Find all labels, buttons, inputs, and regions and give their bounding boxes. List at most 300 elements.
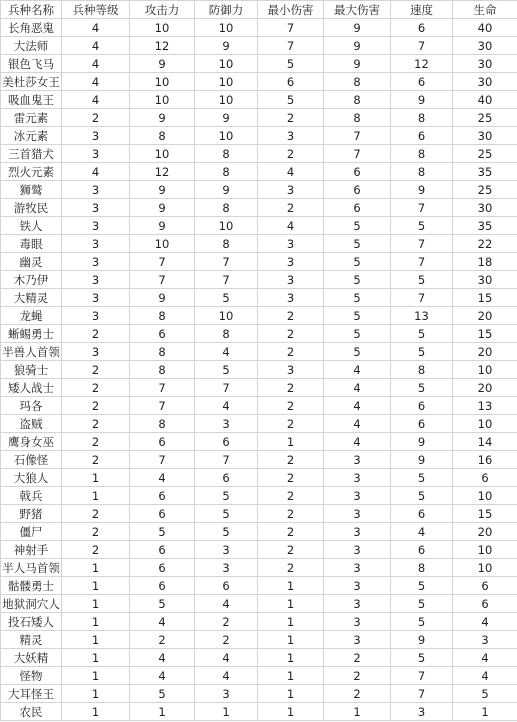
cell-speed[interactable]: 8 xyxy=(391,109,453,127)
cell-attack[interactable]: 6 xyxy=(130,505,195,523)
cell-defense[interactable]: 10 xyxy=(195,91,258,109)
cell-speed[interactable]: 7 xyxy=(391,235,453,253)
cell-health[interactable]: 5 xyxy=(453,685,517,703)
cell-max-damage[interactable]: 5 xyxy=(324,253,391,271)
cell-unit-name[interactable]: 大妖精 xyxy=(1,649,62,667)
cell-speed[interactable]: 7 xyxy=(391,289,453,307)
cell-unit-name[interactable]: 骷髅勇士 xyxy=(1,577,62,595)
cell-attack[interactable]: 6 xyxy=(130,559,195,577)
cell-min-damage[interactable]: 2 xyxy=(258,307,324,325)
cell-min-damage[interactable]: 1 xyxy=(258,667,324,685)
cell-defense[interactable]: 8 xyxy=(195,199,258,217)
cell-attack[interactable]: 6 xyxy=(130,487,195,505)
cell-defense[interactable]: 6 xyxy=(195,433,258,451)
cell-unit-name[interactable]: 吸血鬼王 xyxy=(1,91,62,109)
cell-speed[interactable]: 5 xyxy=(391,649,453,667)
cell-defense[interactable]: 5 xyxy=(195,361,258,379)
cell-attack[interactable]: 7 xyxy=(130,253,195,271)
cell-defense[interactable]: 9 xyxy=(195,109,258,127)
cell-max-damage[interactable]: 5 xyxy=(324,235,391,253)
cell-speed[interactable]: 5 xyxy=(391,379,453,397)
cell-max-damage[interactable]: 3 xyxy=(324,577,391,595)
cell-max-damage[interactable]: 7 xyxy=(324,145,391,163)
cell-defense[interactable]: 3 xyxy=(195,559,258,577)
cell-unit-name[interactable]: 鹰身女巫 xyxy=(1,433,62,451)
cell-min-damage[interactable]: 1 xyxy=(258,577,324,595)
cell-attack[interactable]: 9 xyxy=(130,199,195,217)
cell-health[interactable]: 10 xyxy=(453,415,517,433)
cell-attack[interactable]: 9 xyxy=(130,217,195,235)
cell-unit-level[interactable]: 1 xyxy=(62,685,130,703)
cell-unit-level[interactable]: 3 xyxy=(62,253,130,271)
cell-attack[interactable]: 6 xyxy=(130,433,195,451)
cell-min-damage[interactable]: 1 xyxy=(258,613,324,631)
cell-min-damage[interactable]: 2 xyxy=(258,559,324,577)
cell-unit-name[interactable]: 毒眼 xyxy=(1,235,62,253)
cell-health[interactable]: 10 xyxy=(453,541,517,559)
cell-unit-level[interactable]: 3 xyxy=(62,145,130,163)
cell-health[interactable]: 25 xyxy=(453,145,517,163)
cell-attack[interactable]: 10 xyxy=(130,235,195,253)
cell-speed[interactable]: 5 xyxy=(391,595,453,613)
cell-speed[interactable]: 8 xyxy=(391,559,453,577)
cell-min-damage[interactable]: 1 xyxy=(258,685,324,703)
cell-attack[interactable]: 12 xyxy=(130,163,195,181)
cell-attack[interactable]: 6 xyxy=(130,541,195,559)
cell-defense[interactable]: 3 xyxy=(195,685,258,703)
cell-defense[interactable]: 10 xyxy=(195,19,258,37)
cell-unit-level[interactable]: 4 xyxy=(62,55,130,73)
cell-unit-level[interactable]: 4 xyxy=(62,91,130,109)
cell-defense[interactable]: 8 xyxy=(195,163,258,181)
cell-min-damage[interactable]: 2 xyxy=(258,379,324,397)
cell-speed[interactable]: 4 xyxy=(391,523,453,541)
cell-min-damage[interactable]: 2 xyxy=(258,523,324,541)
cell-unit-level[interactable]: 2 xyxy=(62,433,130,451)
cell-min-damage[interactable]: 3 xyxy=(258,181,324,199)
cell-health[interactable]: 20 xyxy=(453,379,517,397)
cell-unit-name[interactable]: 大精灵 xyxy=(1,289,62,307)
cell-health[interactable]: 4 xyxy=(453,667,517,685)
cell-attack[interactable]: 2 xyxy=(130,631,195,649)
cell-unit-level[interactable]: 1 xyxy=(62,469,130,487)
cell-defense[interactable]: 4 xyxy=(195,595,258,613)
cell-health[interactable]: 1 xyxy=(453,703,517,721)
header-attack[interactable]: 攻击力 xyxy=(130,1,195,19)
cell-max-damage[interactable]: 3 xyxy=(324,631,391,649)
cell-max-damage[interactable]: 1 xyxy=(324,703,391,721)
cell-health[interactable]: 15 xyxy=(453,289,517,307)
cell-defense[interactable]: 7 xyxy=(195,271,258,289)
cell-health[interactable]: 6 xyxy=(453,577,517,595)
cell-unit-name[interactable]: 蜥蜴勇士 xyxy=(1,325,62,343)
cell-max-damage[interactable]: 3 xyxy=(324,559,391,577)
cell-unit-level[interactable]: 3 xyxy=(62,343,130,361)
cell-unit-name[interactable]: 玛各 xyxy=(1,397,62,415)
cell-unit-level[interactable]: 3 xyxy=(62,289,130,307)
cell-unit-level[interactable]: 2 xyxy=(62,505,130,523)
cell-health[interactable]: 4 xyxy=(453,649,517,667)
cell-unit-name[interactable]: 盗贼 xyxy=(1,415,62,433)
cell-unit-level[interactable]: 3 xyxy=(62,217,130,235)
cell-attack[interactable]: 10 xyxy=(130,91,195,109)
cell-health[interactable]: 15 xyxy=(453,505,517,523)
cell-min-damage[interactable]: 2 xyxy=(258,325,324,343)
cell-min-damage[interactable]: 6 xyxy=(258,73,324,91)
cell-min-damage[interactable]: 2 xyxy=(258,397,324,415)
cell-health[interactable]: 25 xyxy=(453,181,517,199)
cell-speed[interactable]: 5 xyxy=(391,613,453,631)
cell-min-damage[interactable]: 1 xyxy=(258,595,324,613)
cell-attack[interactable]: 8 xyxy=(130,343,195,361)
cell-unit-name[interactable]: 幽灵 xyxy=(1,253,62,271)
cell-unit-name[interactable]: 铁人 xyxy=(1,217,62,235)
cell-health[interactable]: 10 xyxy=(453,487,517,505)
cell-defense[interactable]: 9 xyxy=(195,181,258,199)
cell-unit-name[interactable]: 戟兵 xyxy=(1,487,62,505)
cell-speed[interactable]: 6 xyxy=(391,505,453,523)
cell-speed[interactable]: 9 xyxy=(391,433,453,451)
cell-health[interactable]: 35 xyxy=(453,163,517,181)
cell-unit-name[interactable]: 矮人战士 xyxy=(1,379,62,397)
cell-attack[interactable]: 10 xyxy=(130,19,195,37)
cell-unit-name[interactable]: 龙蝇 xyxy=(1,307,62,325)
cell-speed[interactable]: 13 xyxy=(391,307,453,325)
cell-unit-name[interactable]: 美杜莎女王 xyxy=(2,74,60,89)
cell-unit-name[interactable]: 地狱洞穴人 xyxy=(2,596,60,611)
cell-speed[interactable]: 12 xyxy=(391,55,453,73)
cell-speed[interactable]: 9 xyxy=(391,91,453,109)
cell-max-damage[interactable]: 8 xyxy=(324,109,391,127)
cell-unit-name[interactable]: 半兽人首领 xyxy=(2,344,60,359)
cell-min-damage[interactable]: 2 xyxy=(258,469,324,487)
cell-unit-level[interactable]: 3 xyxy=(62,181,130,199)
cell-health[interactable]: 30 xyxy=(453,199,517,217)
cell-min-damage[interactable]: 3 xyxy=(258,271,324,289)
cell-defense[interactable]: 10 xyxy=(195,217,258,235)
cell-speed[interactable]: 6 xyxy=(391,19,453,37)
cell-defense[interactable]: 1 xyxy=(195,703,258,721)
cell-max-damage[interactable]: 9 xyxy=(324,55,391,73)
cell-max-damage[interactable]: 3 xyxy=(324,613,391,631)
cell-max-damage[interactable]: 5 xyxy=(324,271,391,289)
cell-max-damage[interactable]: 8 xyxy=(324,91,391,109)
cell-speed[interactable]: 5 xyxy=(391,469,453,487)
cell-unit-level[interactable]: 4 xyxy=(62,19,130,37)
cell-defense[interactable]: 3 xyxy=(195,415,258,433)
cell-min-damage[interactable]: 4 xyxy=(258,217,324,235)
cell-max-damage[interactable]: 9 xyxy=(324,19,391,37)
cell-unit-level[interactable]: 1 xyxy=(62,577,130,595)
cell-unit-name[interactable]: 大狼人 xyxy=(1,469,62,487)
cell-defense[interactable]: 7 xyxy=(195,379,258,397)
cell-attack[interactable]: 9 xyxy=(130,55,195,73)
cell-unit-level[interactable]: 2 xyxy=(62,523,130,541)
cell-unit-level[interactable]: 1 xyxy=(62,631,130,649)
cell-health[interactable]: 20 xyxy=(453,523,517,541)
header-unit-name[interactable]: 兵种名称 xyxy=(1,1,62,19)
cell-attack[interactable]: 7 xyxy=(130,271,195,289)
cell-max-damage[interactable]: 6 xyxy=(324,163,391,181)
cell-unit-name[interactable]: 长角恶鬼 xyxy=(1,19,62,37)
cell-max-damage[interactable]: 5 xyxy=(324,343,391,361)
cell-unit-name[interactable]: 农民 xyxy=(1,703,62,721)
header-max-damage[interactable]: 最大伤害 xyxy=(324,1,391,19)
cell-health[interactable]: 4 xyxy=(453,613,517,631)
cell-defense[interactable]: 6 xyxy=(195,469,258,487)
cell-unit-name[interactable]: 石像怪 xyxy=(1,451,62,469)
cell-attack[interactable]: 7 xyxy=(130,379,195,397)
cell-unit-level[interactable]: 3 xyxy=(62,199,130,217)
cell-unit-level[interactable]: 1 xyxy=(62,487,130,505)
cell-unit-name[interactable]: 大法师 xyxy=(1,37,62,55)
cell-speed[interactable]: 7 xyxy=(391,667,453,685)
cell-attack[interactable]: 5 xyxy=(130,523,195,541)
cell-attack[interactable]: 4 xyxy=(130,649,195,667)
cell-unit-level[interactable]: 1 xyxy=(62,595,130,613)
cell-defense[interactable]: 7 xyxy=(195,451,258,469)
cell-attack[interactable]: 8 xyxy=(130,127,195,145)
cell-unit-level[interactable]: 2 xyxy=(62,379,130,397)
cell-min-damage[interactable]: 2 xyxy=(258,415,324,433)
cell-defense[interactable]: 6 xyxy=(195,577,258,595)
cell-unit-level[interactable]: 3 xyxy=(62,271,130,289)
cell-max-damage[interactable]: 3 xyxy=(324,451,391,469)
cell-max-damage[interactable]: 3 xyxy=(324,595,391,613)
cell-max-damage[interactable]: 7 xyxy=(324,127,391,145)
cell-max-damage[interactable]: 2 xyxy=(324,667,391,685)
cell-max-damage[interactable]: 3 xyxy=(324,541,391,559)
cell-speed[interactable]: 9 xyxy=(391,181,453,199)
cell-unit-name[interactable]: 僵尸 xyxy=(1,523,62,541)
cell-defense[interactable]: 10 xyxy=(195,127,258,145)
cell-health[interactable]: 30 xyxy=(453,37,517,55)
cell-speed[interactable]: 6 xyxy=(391,127,453,145)
cell-health[interactable]: 40 xyxy=(453,91,517,109)
cell-unit-level[interactable]: 2 xyxy=(62,397,130,415)
cell-min-damage[interactable]: 2 xyxy=(258,451,324,469)
cell-health[interactable]: 14 xyxy=(453,433,517,451)
cell-attack[interactable]: 9 xyxy=(130,109,195,127)
cell-unit-level[interactable]: 3 xyxy=(62,307,130,325)
cell-min-damage[interactable]: 3 xyxy=(258,127,324,145)
cell-defense[interactable]: 7 xyxy=(195,253,258,271)
cell-attack[interactable]: 10 xyxy=(130,145,195,163)
cell-unit-name[interactable]: 三首猎犬 xyxy=(1,145,62,163)
cell-unit-name[interactable]: 银色飞马 xyxy=(1,55,62,73)
cell-max-damage[interactable]: 4 xyxy=(324,379,391,397)
cell-defense[interactable]: 8 xyxy=(195,325,258,343)
cell-defense[interactable]: 4 xyxy=(195,649,258,667)
header-min-damage[interactable]: 最小伤害 xyxy=(258,1,324,19)
cell-unit-level[interactable]: 1 xyxy=(62,649,130,667)
cell-speed[interactable]: 3 xyxy=(391,703,453,721)
cell-min-damage[interactable]: 1 xyxy=(258,433,324,451)
cell-unit-name[interactable]: 神射手 xyxy=(1,541,62,559)
cell-defense[interactable]: 4 xyxy=(195,667,258,685)
cell-max-damage[interactable]: 6 xyxy=(324,199,391,217)
cell-min-damage[interactable]: 2 xyxy=(258,505,324,523)
cell-speed[interactable]: 9 xyxy=(391,631,453,649)
cell-unit-level[interactable]: 2 xyxy=(62,109,130,127)
cell-attack[interactable]: 7 xyxy=(130,451,195,469)
cell-defense[interactable]: 4 xyxy=(195,343,258,361)
cell-speed[interactable]: 5 xyxy=(391,343,453,361)
cell-unit-name[interactable]: 狼骑士 xyxy=(1,361,62,379)
header-unit-level[interactable]: 兵种等级 xyxy=(62,1,130,19)
cell-unit-name[interactable]: 雷元素 xyxy=(1,109,62,127)
cell-max-damage[interactable]: 5 xyxy=(324,307,391,325)
cell-attack[interactable]: 5 xyxy=(130,595,195,613)
cell-defense[interactable]: 5 xyxy=(195,487,258,505)
cell-health[interactable]: 40 xyxy=(453,19,517,37)
cell-unit-level[interactable]: 2 xyxy=(62,451,130,469)
cell-unit-level[interactable]: 3 xyxy=(62,235,130,253)
cell-speed[interactable]: 7 xyxy=(391,199,453,217)
cell-attack[interactable]: 9 xyxy=(130,181,195,199)
cell-health[interactable]: 30 xyxy=(453,73,517,91)
cell-min-damage[interactable]: 4 xyxy=(258,163,324,181)
cell-speed[interactable]: 8 xyxy=(391,145,453,163)
cell-health[interactable]: 22 xyxy=(453,235,517,253)
cell-min-damage[interactable]: 1 xyxy=(258,649,324,667)
cell-unit-level[interactable]: 1 xyxy=(62,559,130,577)
cell-max-damage[interactable]: 4 xyxy=(324,361,391,379)
cell-attack[interactable]: 5 xyxy=(130,685,195,703)
cell-speed[interactable]: 5 xyxy=(391,325,453,343)
cell-health[interactable]: 6 xyxy=(453,469,517,487)
cell-max-damage[interactable]: 8 xyxy=(324,73,391,91)
cell-health[interactable]: 20 xyxy=(453,307,517,325)
cell-speed[interactable]: 6 xyxy=(391,415,453,433)
cell-min-damage[interactable]: 5 xyxy=(258,55,324,73)
cell-max-damage[interactable]: 2 xyxy=(324,685,391,703)
cell-defense[interactable]: 9 xyxy=(195,37,258,55)
cell-attack[interactable]: 8 xyxy=(130,307,195,325)
cell-health[interactable]: 30 xyxy=(453,271,517,289)
cell-max-damage[interactable]: 6 xyxy=(324,181,391,199)
cell-unit-name[interactable]: 大耳怪王 xyxy=(1,685,62,703)
cell-min-damage[interactable]: 2 xyxy=(258,487,324,505)
cell-defense[interactable]: 8 xyxy=(195,145,258,163)
cell-unit-level[interactable]: 2 xyxy=(62,541,130,559)
cell-max-damage[interactable]: 3 xyxy=(324,487,391,505)
cell-health[interactable]: 20 xyxy=(453,343,517,361)
cell-unit-name[interactable]: 精灵 xyxy=(1,631,62,649)
cell-defense[interactable]: 10 xyxy=(195,73,258,91)
cell-min-damage[interactable]: 3 xyxy=(258,361,324,379)
cell-min-damage[interactable]: 2 xyxy=(258,199,324,217)
cell-min-damage[interactable]: 7 xyxy=(258,37,324,55)
cell-attack[interactable]: 10 xyxy=(130,73,195,91)
cell-health[interactable]: 13 xyxy=(453,397,517,415)
cell-min-damage[interactable]: 7 xyxy=(258,19,324,37)
cell-unit-level[interactable]: 1 xyxy=(62,613,130,631)
cell-attack[interactable]: 4 xyxy=(130,613,195,631)
cell-unit-level[interactable]: 2 xyxy=(62,361,130,379)
cell-defense[interactable]: 8 xyxy=(195,235,258,253)
cell-unit-name[interactable]: 冰元素 xyxy=(1,127,62,145)
cell-attack[interactable]: 9 xyxy=(130,289,195,307)
cell-attack[interactable]: 1 xyxy=(130,703,195,721)
cell-max-damage[interactable]: 4 xyxy=(324,397,391,415)
header-health[interactable]: 生命 xyxy=(453,1,517,19)
cell-unit-name[interactable]: 野猪 xyxy=(1,505,62,523)
cell-attack[interactable]: 4 xyxy=(130,667,195,685)
cell-max-damage[interactable]: 3 xyxy=(324,469,391,487)
cell-min-damage[interactable]: 3 xyxy=(258,289,324,307)
cell-min-damage[interactable]: 2 xyxy=(258,109,324,127)
cell-attack[interactable]: 6 xyxy=(130,325,195,343)
cell-unit-level[interactable]: 1 xyxy=(62,667,130,685)
cell-min-damage[interactable]: 5 xyxy=(258,91,324,109)
cell-unit-level[interactable]: 3 xyxy=(62,127,130,145)
cell-health[interactable]: 16 xyxy=(453,451,517,469)
cell-defense[interactable]: 2 xyxy=(195,613,258,631)
cell-speed[interactable]: 5 xyxy=(391,577,453,595)
cell-health[interactable]: 35 xyxy=(453,217,517,235)
cell-defense[interactable]: 10 xyxy=(195,307,258,325)
cell-unit-name[interactable]: 游牧民 xyxy=(1,199,62,217)
cell-unit-level[interactable]: 4 xyxy=(62,73,130,91)
cell-attack[interactable]: 7 xyxy=(130,397,195,415)
cell-defense[interactable]: 4 xyxy=(195,397,258,415)
cell-defense[interactable]: 5 xyxy=(195,289,258,307)
cell-unit-level[interactable]: 2 xyxy=(62,325,130,343)
cell-speed[interactable]: 7 xyxy=(391,37,453,55)
cell-max-damage[interactable]: 3 xyxy=(324,505,391,523)
cell-max-damage[interactable]: 3 xyxy=(324,523,391,541)
cell-speed[interactable]: 5 xyxy=(391,487,453,505)
cell-min-damage[interactable]: 1 xyxy=(258,703,324,721)
cell-speed[interactable]: 7 xyxy=(391,253,453,271)
cell-min-damage[interactable]: 2 xyxy=(258,145,324,163)
cell-speed[interactable]: 5 xyxy=(391,271,453,289)
cell-unit-level[interactable]: 4 xyxy=(62,37,130,55)
cell-defense[interactable]: 10 xyxy=(195,55,258,73)
cell-speed[interactable]: 7 xyxy=(391,685,453,703)
cell-max-damage[interactable]: 2 xyxy=(324,649,391,667)
cell-unit-level[interactable]: 2 xyxy=(62,415,130,433)
cell-max-damage[interactable]: 4 xyxy=(324,433,391,451)
cell-attack[interactable]: 4 xyxy=(130,469,195,487)
cell-unit-name[interactable]: 怪物 xyxy=(1,667,62,685)
cell-health[interactable]: 30 xyxy=(453,127,517,145)
cell-unit-level[interactable]: 1 xyxy=(62,703,130,721)
cell-max-damage[interactable]: 9 xyxy=(324,37,391,55)
cell-min-damage[interactable]: 1 xyxy=(258,631,324,649)
header-speed[interactable]: 速度 xyxy=(391,1,453,19)
cell-defense[interactable]: 5 xyxy=(195,505,258,523)
cell-defense[interactable]: 2 xyxy=(195,631,258,649)
cell-health[interactable]: 10 xyxy=(453,361,517,379)
cell-health[interactable]: 25 xyxy=(453,109,517,127)
cell-min-damage[interactable]: 3 xyxy=(258,235,324,253)
cell-max-damage[interactable]: 5 xyxy=(324,217,391,235)
cell-unit-name[interactable]: 木乃伊 xyxy=(1,271,62,289)
cell-attack[interactable]: 8 xyxy=(130,415,195,433)
cell-unit-level[interactable]: 4 xyxy=(62,163,130,181)
cell-max-damage[interactable]: 4 xyxy=(324,415,391,433)
cell-health[interactable]: 3 xyxy=(453,631,517,649)
cell-speed[interactable]: 8 xyxy=(391,163,453,181)
cell-health[interactable]: 30 xyxy=(453,55,517,73)
cell-health[interactable]: 10 xyxy=(453,559,517,577)
cell-attack[interactable]: 6 xyxy=(130,577,195,595)
cell-speed[interactable]: 6 xyxy=(391,541,453,559)
cell-attack[interactable]: 8 xyxy=(130,361,195,379)
cell-defense[interactable]: 5 xyxy=(195,523,258,541)
